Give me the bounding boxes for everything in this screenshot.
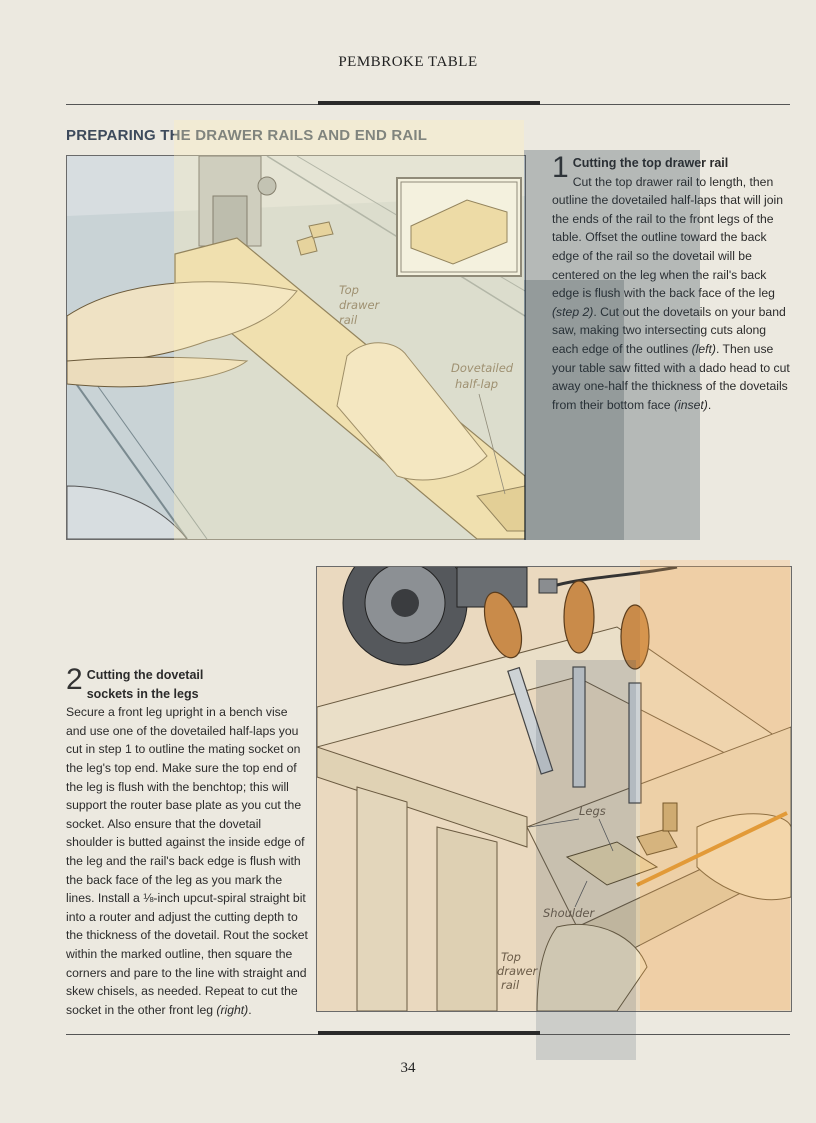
callout-top-drawer-rail-2: drawer [339,298,380,312]
callout-shoulder: Shoulder [543,906,595,920]
step-1 [552,151,790,414]
step-2-title-line-2: sockets in the legs [86,686,199,701]
callout-top-drawer-rail-3: rail [339,313,358,327]
callout-dovetailed-half-lap-2: half-lap [455,377,499,391]
page-number: 34 [400,1060,416,1076]
step-1-number: 1 [552,151,569,184]
step-2-title-line-1: Cutting the dovetail [86,668,204,682]
running-head: PEMBROKE TABLE [338,54,478,70]
figure-2-router-and-chisels-illustration [316,566,792,1012]
step-2-body: Secure a front leg upright in a bench vise and use one of the dovetailed half-laps you cut in step 1 to outline the mating socket on the leg's top end. Make sure the top end of the leg is flush with the benchtop; this will support the router base plate as you cut the socket. Also ensure that the dovetail shoulder is butted against the inside edge of the leg and the rail's back edge is flush with the back face of the leg as you mark the lines. Install a ⅛-inch upcut-spiral straight bit into a router and adjust the cutting depth to the thickness of the dovetail. Rout the socket within the marked outline, then square the corners and pare to the line with straight and skew chisels, as needed. Repeat to cut the socket in the other front leg (right). [66,705,308,1017]
callout-top-drawer-rail-c: rail [501,978,520,992]
step-2-number: 2 [66,663,83,696]
section-title: PREPARING THE DRAWER RAILS AND END RAIL [66,127,428,144]
step-1-body: Cut the top drawer rail to length, then outline the dovetailed half-laps that will join the ends of the rail to the front legs of the table. Offset the outline toward the back edge of the rail so the dovetail will be centered on the leg when the rail's back edge is flush with the back face of the leg (step 2). Cut out the dovetails on your band saw, making two intersecting cuts along each edge of the outlines (left). Then use your table saw fitted with a dado head to cut away one-half the thickness of the dovetails from their bottom face (inset). [552,174,790,412]
callout-dovetailed-half-lap-1: Dovetailed [451,361,514,375]
figure-1-band-saw-illustration [66,155,526,540]
header-rule-accent [318,101,540,105]
callout-top-drawer-rail-a: Top [501,950,521,964]
callout-top-drawer-rail-b: drawer [497,964,538,978]
step-1-title: Cutting the top drawer rail [572,156,729,170]
callout-top-drawer-rail-1: Top [339,283,359,297]
callout-legs: Legs [579,804,606,818]
step-2 [66,663,308,1019]
footer-rule-accent [318,1031,540,1035]
